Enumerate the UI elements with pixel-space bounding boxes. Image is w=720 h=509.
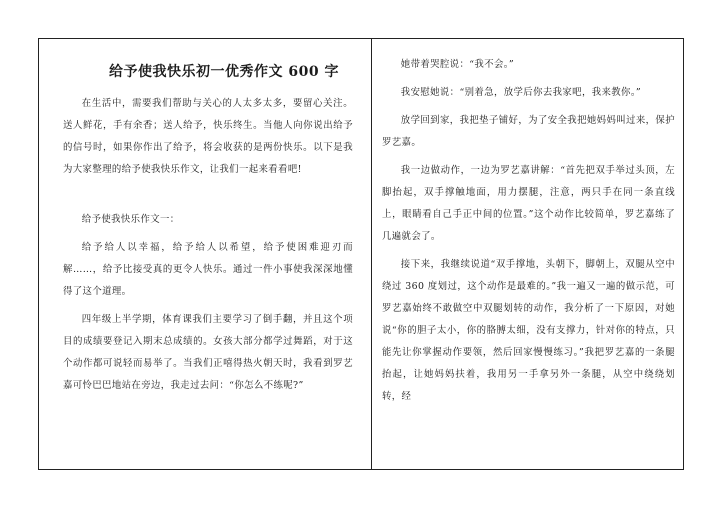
paragraph: 我一边做动作，一边为罗艺嘉讲解：“首先把双手举过头顶，左脚抬起，双手撑触地面，用力摆腿，注意，两只手在同一条直线上，眼睛看自己手正中间的位置。”这个动作比较简单，罗艺嘉练了几遍就会了。 [382,165,675,242]
section-heading: 给予使我快乐作文一： [81,214,180,225]
paragraph: 我安慰她说：“别着急，放学后你去我家吧，我来教你。” [400,87,642,98]
paragraph: 给予给人以幸福，给予给人以希望，给予使困难迎刃而解……，给予比接受真的更令人快乐。通过一件小事使我深深地懂得了这个道理。 [63,242,353,297]
right-column [372,38,683,470]
paragraph: 四年级上半学期，体育课我们主要学习了倒手翻，并且这个项目的成绩要登记入期末总成绩的。女孩大部分都学过舞蹈，对于这个动作都可说轻而易举了。当我们正嘻得热火朝天时，我看到罗艺嘉可怜巴巴地站在旁边，我走过去问：“你怎么不练呢?” [63,314,353,391]
paragraph: 接下来，我继续说道“双手撑地，头朝下，脚朝上，双腿从空中绕过 360 度划过，这个动作是最难的。”我一遍又一遍的做示范，可罗艺嘉始终不敢做空中双腿划转的动作，我分析了一下原因，对她说“你的胆子太小，你的胳膊太细，没有支撑力，针对你的特点，只能先让你掌握动作要领，然后回家慢慢练习。”我把罗艺嘉的一条腿抬起，让她妈妈扶着，我用另一手拿另外一条腿，从空中绕绕划转，经 [382,259,675,402]
paragraph-intro: 在生活中，需要我们帮助与关心的人太多太多，要留心关注。送人鲜花，手有余香；送人给予，快乐终生。当他人向你说出给予的信号时，如果你作出了给予，将会收获的是两份快乐。以下是我为大家整理的给予使我快乐作文，让我们一起来看看吧! [63,98,353,175]
paragraph: 她带着哭腔说：“我不会。” [400,59,515,70]
left-column [39,38,371,470]
paragraph: 放学回到家，我把垫子铺好，为了安全我把她妈妈叫过来，保护罗艺嘉。 [382,115,675,148]
document-title: 给予使我快乐初一优秀作文 600 字 [109,64,339,80]
